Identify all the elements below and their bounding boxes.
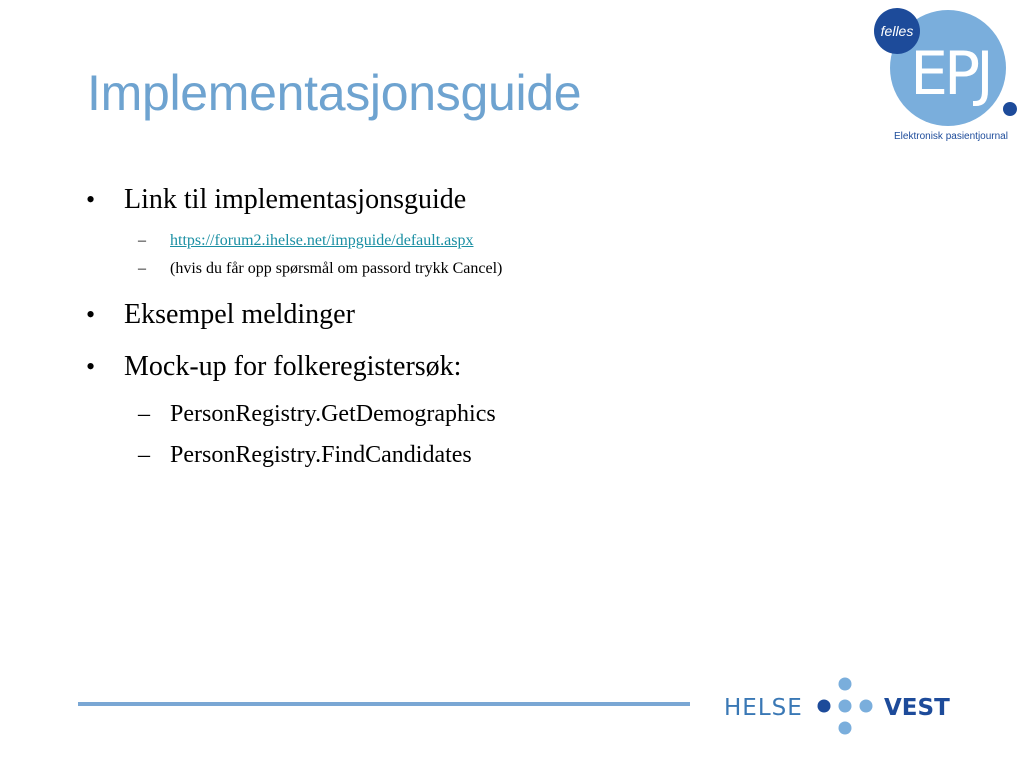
slide-title: Implementasjonsguide — [87, 65, 582, 121]
sub-bullet-item — [86, 255, 846, 283]
sub-bullet-item — [86, 227, 846, 255]
bullet-glyph: • — [86, 300, 96, 329]
bullet-text-mockup: Mock-up for folkeregistersøk: — [124, 351, 462, 382]
bullet-item — [86, 180, 846, 220]
impguide-link[interactable]: https://forum2.ihelse.net/impguide/default.aspx — [170, 232, 474, 249]
logo-dot-bottom — [839, 722, 852, 735]
find-candidates-text: PersonRegistry.FindCandidates — [170, 442, 472, 468]
get-demographics-text: PersonRegistry.GetDemographics — [170, 401, 496, 427]
logo-dot-right — [860, 700, 873, 713]
bullet-list — [86, 180, 846, 476]
bullet-glyph: • — [86, 185, 96, 214]
footer-divider — [78, 702, 690, 706]
helse-vest-logo — [720, 674, 960, 738]
bullet-text-link-guide: Link til implementasjonsguide — [124, 184, 467, 215]
logo-dot-center — [839, 700, 852, 713]
helse-label: HELSE — [724, 695, 803, 721]
logo-dot-top — [839, 678, 852, 691]
dash-glyph: – — [138, 401, 150, 427]
logo-dot-left — [818, 700, 831, 713]
epj-dot — [1003, 102, 1017, 116]
sub-bullet-item — [86, 394, 846, 435]
bullet-item — [86, 347, 846, 387]
bullet-text-eksempel: Eksempel meldinger — [124, 299, 355, 330]
dash-glyph: – — [138, 442, 150, 468]
vest-label: VEST — [884, 695, 950, 721]
felles-label: felles — [880, 23, 914, 39]
password-note: (hvis du får opp spørsmål om passord trykk Cancel) — [170, 260, 503, 277]
sub-bullet-item — [86, 435, 846, 476]
dash-glyph: – — [138, 260, 146, 277]
dash-glyph: – — [138, 232, 146, 249]
bullet-glyph: • — [86, 352, 96, 381]
bullet-item — [86, 295, 846, 335]
epj-tagline: Elektronisk pasientjournal — [894, 131, 1008, 142]
epj-label: EPJ — [910, 39, 990, 109]
felles-epj-logo — [870, 6, 1020, 148]
